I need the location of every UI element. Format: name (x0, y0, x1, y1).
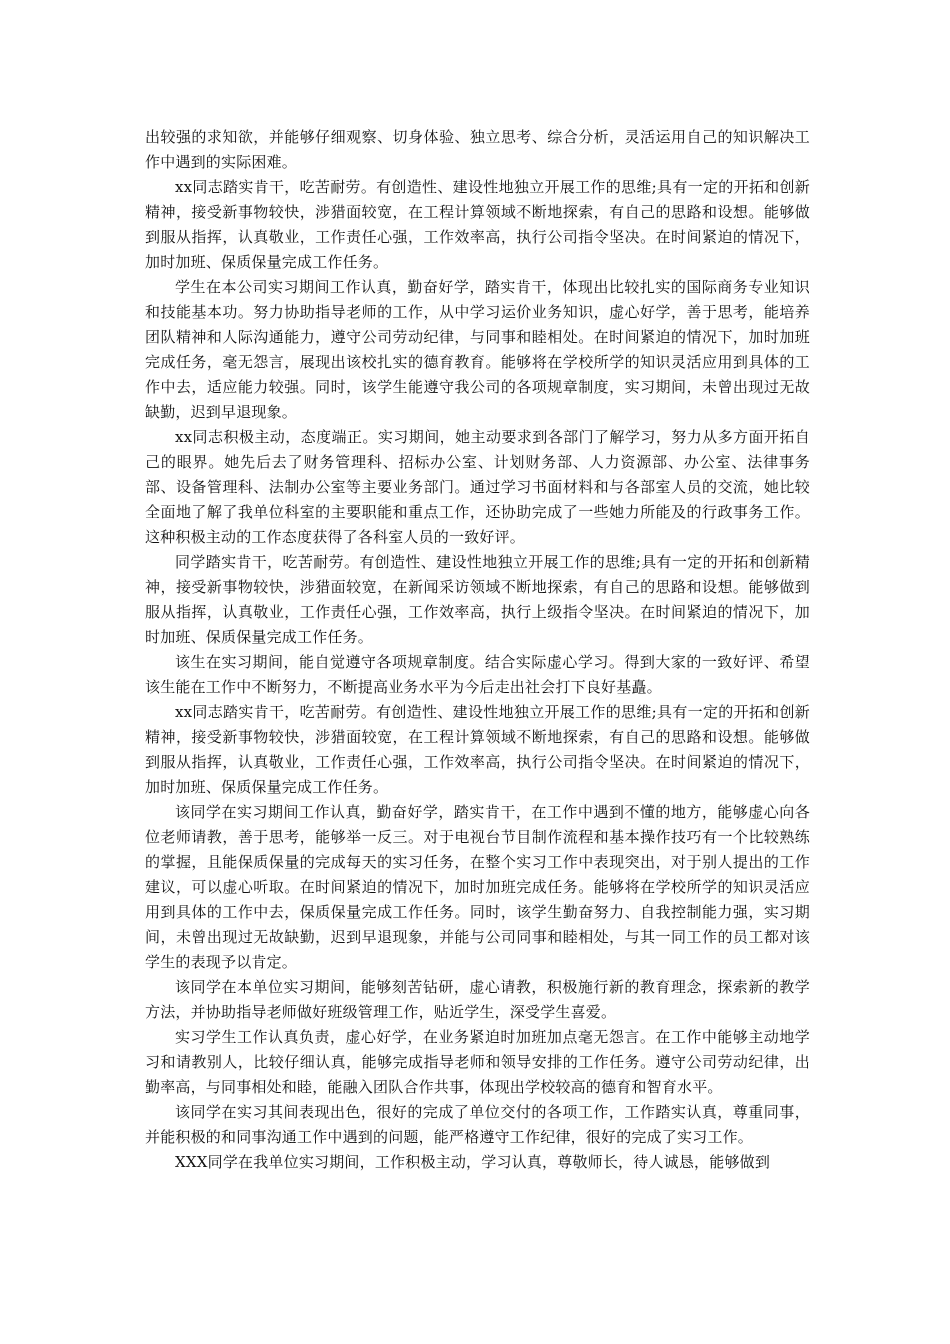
document-body (145, 125, 810, 1175)
document-paragraph: xx同志踏实肯干，吃苦耐劳。有创造性、建设性地独立开展工作的思维;具有一定的开拓和创新精神，接受新事物较快，涉猎面较宽，在工程计算领域不断地探索，有自己的思路和设想。能够做到服从指挥，认真敬业，工作责任心强，工作效率高，执行公司指令坚决。在时间紧迫的情况下，加时加班、保质保量完成工作任务。 (145, 178, 810, 271)
document-paragraph: 实习学生工作认真负责，虚心好学，在业务紧迫时加班加点毫无怨言。在工作中能够主动地学习和请教别人，比较仔细认真，能够完成指导老师和领导安排的工作任务。遵守公司劳动纪律，出勤率高，与同事相处和睦，能融入团队合作共事，体现出学校较高的德育和智育水平。 (145, 1028, 810, 1096)
document-paragraph: 该同学在实习其间表现出色，很好的完成了单位交付的各项工作，工作踏实认真，尊重同事，并能积极的和同事沟通工作中遇到的问题，能严格遵守工作纪律，很好的完成了实习工作。 (145, 1103, 810, 1146)
document-paragraph: 学生在本公司实习期间工作认真，勤奋好学，踏实肯干，体现出比较扎实的国际商务专业知识和技能基本功。努力协助指导老师的工作，从中学习运价业务知识，虚心好学，善于思考，能培养团队精神和人际沟通能力，遵守公司劳动纪律，与同事和睦相处。在时间紧迫的情况下，加时加班完成任务，毫无怨言，展现出该校扎实的德育教育。能够将在学校所学的知识灵活应用到具体的工作中去，适应能力较强。同时，该学生能遵守我公司的各项规章制度，实习期间，未曾出现过无故缺勤，迟到早退现象。 (145, 278, 810, 421)
document-paragraph: 该同学在实习期间工作认真，勤奋好学，踏实肯干，在工作中遇到不懂的地方，能够虚心向各位老师请教，善于思考，能够举一反三。对于电视台节目制作流程和基本操作技巧有一个比较熟练的掌握，且能保质保量的完成每天的实习任务，在整个实习工作中表现突出，对于别人提出的工作建议，可以虚心听取。在时间紧迫的情况下，加时加班完成任务。能够将在学校所学的知识灵活应用到具体的工作中去，保质保量完成工作任务。同时，该学生勤奋努力、自我控制能力强，实习期间，未曾出现过无故缺勤，迟到早退现象，并能与公司同事和睦相处，与其一同工作的员工都对该学生的表现予以肯定。 (145, 803, 810, 971)
document-paragraph: XXX同学在我单位实习期间，工作积极主动，学习认真，尊敬师长，待人诚恳，能够做到 (175, 1153, 771, 1171)
document-paragraph: 该同学在本单位实习期间，能够刻苦钻研，虚心请教，积极施行新的教育理念，探索新的教学方法，并协助指导老师做好班级管理工作，贴近学生，深受学生喜爱。 (145, 978, 810, 1021)
document-paragraph: 出较强的求知欲，并能够仔细观察、切身体验、独立思考、综合分析，灵活运用自己的知识解决工作中遇到的实际困难。 (145, 128, 810, 171)
document-paragraph: 同学踏实肯干，吃苦耐劳。有创造性、建设性地独立开展工作的思维;具有一定的开拓和创新精神，接受新事物较快，涉猎面较宽，在新闻采访领域不断地探索，有自己的思路和设想。能够做到服从指挥，认真敬业，工作责任心强，工作效率高，执行上级指令坚决。在时间紧迫的情况下，加时加班、保质保量完成工作任务。 (145, 553, 810, 646)
document-paragraph: xx同志踏实肯干，吃苦耐劳。有创造性、建设性地独立开展工作的思维;具有一定的开拓和创新精神，接受新事物较快，涉猎面较宽，在工程计算领域不断地探索，有自己的思路和设想。能够做到服从指挥，认真敬业，工作责任心强，工作效率高，执行公司指令坚决。在时间紧迫的情况下，加时加班、保质保量完成工作任务。 (145, 703, 810, 796)
document-paragraph: xx同志积极主动，态度端正。实习期间，她主动要求到各部门了解学习，努力从多方面开拓自己的眼界。她先后去了财务管理科、招标办公室、计划财务部、人力资源部、办公室、法律事务部、设备管理科、法制办公室等主要业务部门。通过学习书面材料和与各部室人员的交流，她比较全面地了解了我单位科室的主要职能和重点工作，还协助完成了一些她力所能及的行政事务工作。这种积极主动的工作态度获得了各科室人员的一致好评。 (145, 428, 810, 546)
document-paragraph: 该生在实习期间，能自觉遵守各项规章制度。结合实际虚心学习。得到大家的一致好评、希望该生能在工作中不断努力，不断提高业务水平为今后走出社会打下良好基矗。 (145, 653, 810, 696)
